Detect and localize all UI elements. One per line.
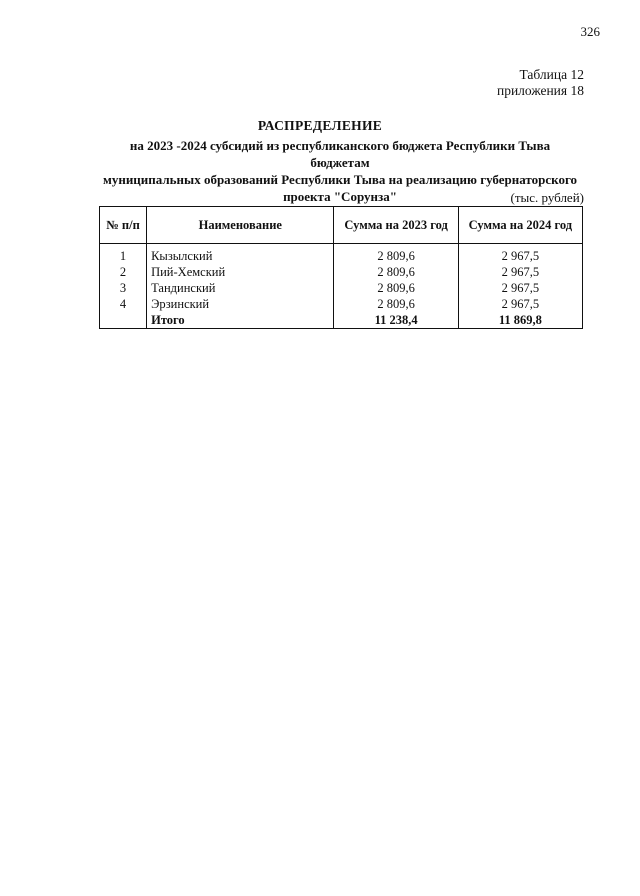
- row-sum-2023: 2 809,6: [334, 280, 458, 296]
- units-label: (тыс. рублей): [510, 190, 584, 205]
- document-title: РАСПРЕДЕЛЕНИЕ: [257, 118, 383, 133]
- document-subtitle: [100, 137, 580, 205]
- row-number: 3: [100, 280, 147, 296]
- table-row: [100, 296, 583, 312]
- row-sum-2023: 2 809,6: [334, 296, 458, 312]
- subtitle-line-2: муниципальных образований Республики Тыва на реализацию губернаторского: [102, 172, 578, 187]
- page-number: 326: [580, 24, 600, 39]
- row-sum-2024: 2 967,5: [458, 264, 582, 280]
- table-row: [100, 280, 583, 296]
- table-reference-line-2: приложения 18: [496, 83, 584, 98]
- subtitle-line-3: проекта "Сорунза": [283, 189, 397, 204]
- header-sum-2023: Сумма на 2023 год: [334, 207, 458, 244]
- total-sum-2024: 11 869,8: [458, 312, 582, 329]
- row-sum-2024: 2 967,5: [458, 248, 582, 264]
- total-name: Итого: [147, 312, 334, 329]
- header-number: № п/п: [100, 207, 147, 244]
- distribution-table: [99, 206, 583, 329]
- total-number: [100, 312, 147, 329]
- row-number: 4: [100, 296, 147, 312]
- row-sum-2024: 2 967,5: [458, 280, 582, 296]
- header-sum-2024: Сумма на 2024 год: [458, 207, 582, 244]
- row-number: 1: [100, 248, 147, 264]
- header-name: Наименование: [147, 207, 334, 244]
- row-sum-2023: 2 809,6: [334, 248, 458, 264]
- table-reference: [497, 67, 584, 99]
- row-name: Кызылский: [147, 248, 334, 264]
- table-row: [100, 264, 583, 280]
- row-sum-2023: 2 809,6: [334, 264, 458, 280]
- table-header-row: [100, 207, 583, 244]
- table-reference-line-1: Таблица 12: [519, 67, 584, 82]
- subtitle-line-1: на 2023 -2024 субсидий из республиканского бюджета Республики Тыва бюджетам: [129, 138, 551, 170]
- table-row: [100, 248, 583, 264]
- row-sum-2024: 2 967,5: [458, 296, 582, 312]
- total-sum-2023: 11 238,4: [334, 312, 458, 329]
- row-name: Эрзинский: [147, 296, 334, 312]
- row-name: Тандинский: [147, 280, 334, 296]
- row-name: Пий-Хемский: [147, 264, 334, 280]
- row-number: 2: [100, 264, 147, 280]
- total-row: [100, 312, 583, 329]
